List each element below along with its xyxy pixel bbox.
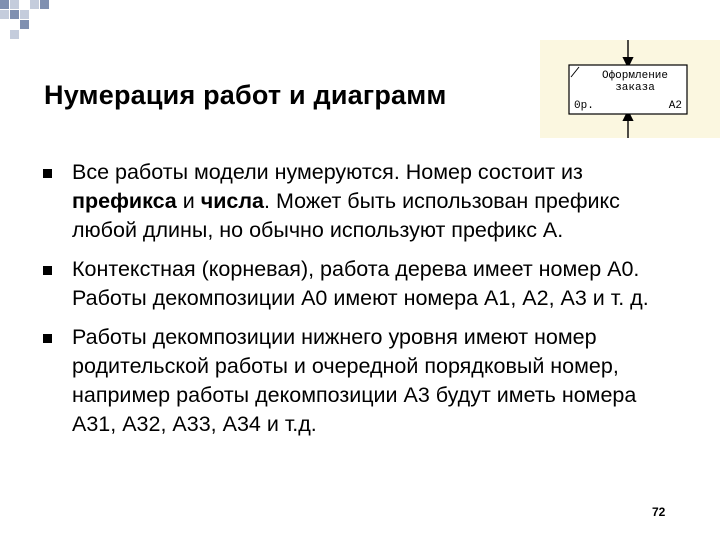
activity-node-number: A2 [668, 100, 682, 112]
page-title: Нумерация работ и диаграмм [44, 80, 447, 110]
page-number: 72 [652, 505, 666, 519]
corner-square [10, 0, 19, 9]
bold-term-number: числа [200, 189, 265, 213]
bullet-item [40, 158, 680, 245]
bold-term-prefix: префикса [72, 189, 177, 213]
bullet-marker [43, 169, 52, 178]
corner-square [40, 0, 49, 9]
bullet-text: Работы декомпозиции нижнего уровня имеют номер родительской работы и очередной порядковый номер, например работы декомпозиции А3 будут иметь номера А31, А32, А33, А34 и т.д. [72, 325, 637, 436]
corner-square [10, 10, 19, 19]
corner-square [10, 30, 19, 39]
corner-decoration [0, 0, 60, 40]
bullet-text [72, 160, 620, 242]
text-run: и [176, 189, 201, 213]
text-run: Все работы модели нумеруются. Номер состоит из [72, 160, 583, 184]
idef0-diagram-graphic [540, 40, 720, 138]
bullet-item [40, 323, 680, 439]
corner-square [20, 20, 29, 29]
corner-square [20, 10, 29, 19]
activity-prefix: 0р. [574, 100, 594, 112]
activity-label-line2: заказа [615, 82, 655, 94]
corner-square [0, 0, 9, 9]
bullet-item [40, 255, 680, 313]
bullet-list [40, 158, 680, 449]
bullet-text: Контекстная (корневая), работа дерева имеет номер А0. Работы декомпозиции А0 имеют номера А1, А2, А3 и т. д. [72, 257, 649, 310]
corner-square [0, 10, 9, 19]
text-run: . Может быть использован префикс любой длины, но обычно используют префикс А. [72, 189, 620, 242]
activity-label-line1: Оформление [601, 70, 669, 82]
bullet-marker [43, 334, 52, 343]
idef0-diagram [540, 40, 720, 138]
bullet-marker [43, 266, 52, 275]
corner-square [30, 0, 39, 9]
